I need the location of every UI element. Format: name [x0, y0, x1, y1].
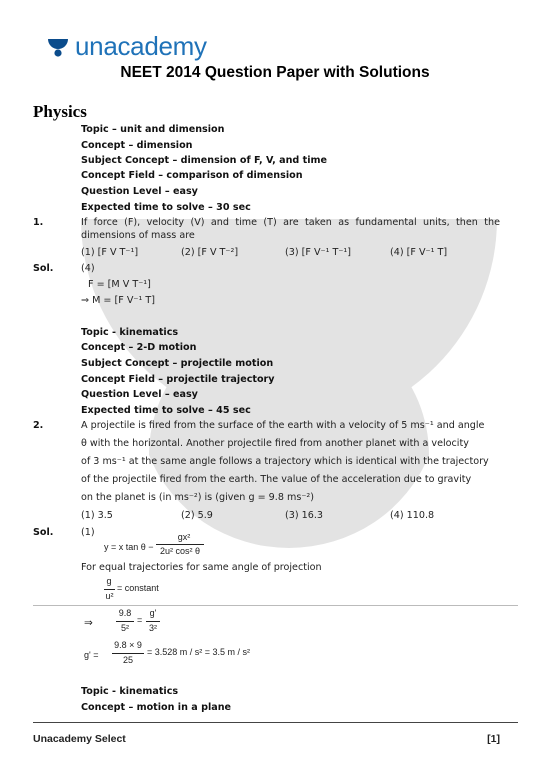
eq3-equals: =	[137, 615, 143, 625]
q2-text-line2: θ with the horizontal. Another projectile fired from another planet with a velocity	[81, 438, 469, 449]
q2-answer: (1)	[81, 527, 95, 538]
eq1-numerator: gx²	[177, 532, 191, 542]
eq3-implies: ⇒	[84, 617, 93, 629]
q2-level: Question Level – easy	[81, 389, 198, 400]
q2-text-line5: on the planet is (in ms⁻²) is (given g = 9.8 ms⁻²)	[81, 492, 314, 503]
eq1-fraction-bar	[156, 544, 204, 545]
q2-text-line4: of the projectile fired from the earth. The value of the acceleration due to gravity	[81, 474, 472, 485]
q1-option-4: (4) [F V⁻¹ T]	[390, 247, 448, 258]
q1-option-1: (1) [F V T⁻¹]	[81, 247, 139, 258]
q2-concept-field: Concept Field – projectile trajectory	[81, 374, 275, 385]
q1-subject-concept: Subject Concept – dimension of F, V, and time	[81, 155, 328, 166]
q1-text-line1: If force (F), velocity (V) and time (T) are taken as fundamental units, then the	[81, 217, 500, 228]
eq1-lhs: y = x tan θ −	[104, 542, 154, 552]
q1-text-line2: dimensions of mass are	[81, 230, 195, 241]
q1-level: Question Level – easy	[81, 186, 198, 197]
eq2-denominator: u²	[105, 591, 114, 601]
q1-option-2: (2) [F V T⁻²]	[181, 247, 239, 258]
eq3-left-bar	[116, 621, 134, 622]
q2-number: 2.	[33, 420, 44, 431]
eq2-rhs: = constant	[117, 583, 159, 593]
eq4-fraction-bar	[112, 653, 144, 654]
eq3-right-num: g'	[149, 608, 157, 618]
q2-note: For equal trajectories for same angle of projection	[81, 562, 322, 573]
eq4-rhs: = 3.528 m / s² = 3.5 m / s²	[147, 647, 251, 657]
eq4-denominator: 25	[122, 655, 133, 665]
eq1-denominator: 2u² cos² θ	[159, 546, 201, 556]
brand-logo	[47, 31, 207, 62]
q2-option-3: (3) 16.3	[285, 510, 324, 521]
eq2-fraction-bar	[104, 589, 115, 590]
eq3-left-den: 5²	[120, 623, 129, 633]
eq2-numerator: g	[106, 576, 112, 586]
footer-brand: Unacademy Select	[33, 733, 126, 745]
q1-topic: Topic – unit and dimension	[81, 124, 225, 135]
eq4-numerator: 9.8 × 9	[114, 640, 142, 650]
q1-step1: F = [M V T⁻¹]	[88, 279, 151, 290]
page-title: NEET 2014 Question Paper with Solutions	[120, 64, 430, 81]
page-number: [1]	[487, 733, 500, 745]
q1-answer: (4)	[81, 263, 95, 274]
eq3-left-num: 9.8	[118, 608, 132, 618]
q2-option-1: (1) 3.5	[81, 510, 113, 521]
q2-subject-concept: Subject Concept – projectile motion	[81, 358, 274, 369]
q1-time: Expected time to solve – 30 sec	[81, 202, 251, 213]
q2-option-4: (4) 110.8	[390, 510, 435, 521]
q2-text-line3: of 3 ms⁻¹ at the same angle follows a trajectory which is identical with the trajectory	[81, 456, 489, 467]
q1-concept: Concept – dimension	[81, 140, 193, 151]
q3-concept: Concept – motion in a plane	[81, 702, 232, 713]
q2-concept: Concept – 2-D motion	[81, 342, 197, 353]
q2-text-line1: A projectile is fired from the surface of the earth with a velocity of 5 ms⁻¹ and angle	[81, 420, 485, 431]
q2-time: Expected time to solve – 45 sec	[81, 405, 251, 416]
eq4-lhs: g' =	[84, 650, 99, 660]
q2-topic: Topic - kinematics	[81, 327, 179, 338]
q2-option-2: (2) 5.9	[181, 510, 213, 521]
q1-step2: ⇒ M = [F V⁻¹ T]	[81, 295, 155, 306]
subject-heading: Physics	[33, 102, 87, 121]
q1-number: 1.	[33, 217, 44, 228]
q2-sol-label: Sol.	[33, 527, 54, 538]
q3-topic: Topic - kinematics	[81, 686, 179, 697]
footer-rule	[33, 722, 518, 723]
q1-concept-field: Concept Field – comparison of dimension	[81, 170, 303, 181]
q1-option-3: (3) [F V⁻¹ T⁻¹]	[285, 247, 351, 258]
section-divider	[33, 605, 518, 606]
q1-sol-label: Sol.	[33, 263, 54, 274]
unacademy-logo-icon	[47, 37, 69, 57]
brand-name: unacademy	[75, 31, 207, 61]
eq3-right-den: 3²	[148, 623, 157, 633]
eq3-right-bar	[146, 621, 160, 622]
